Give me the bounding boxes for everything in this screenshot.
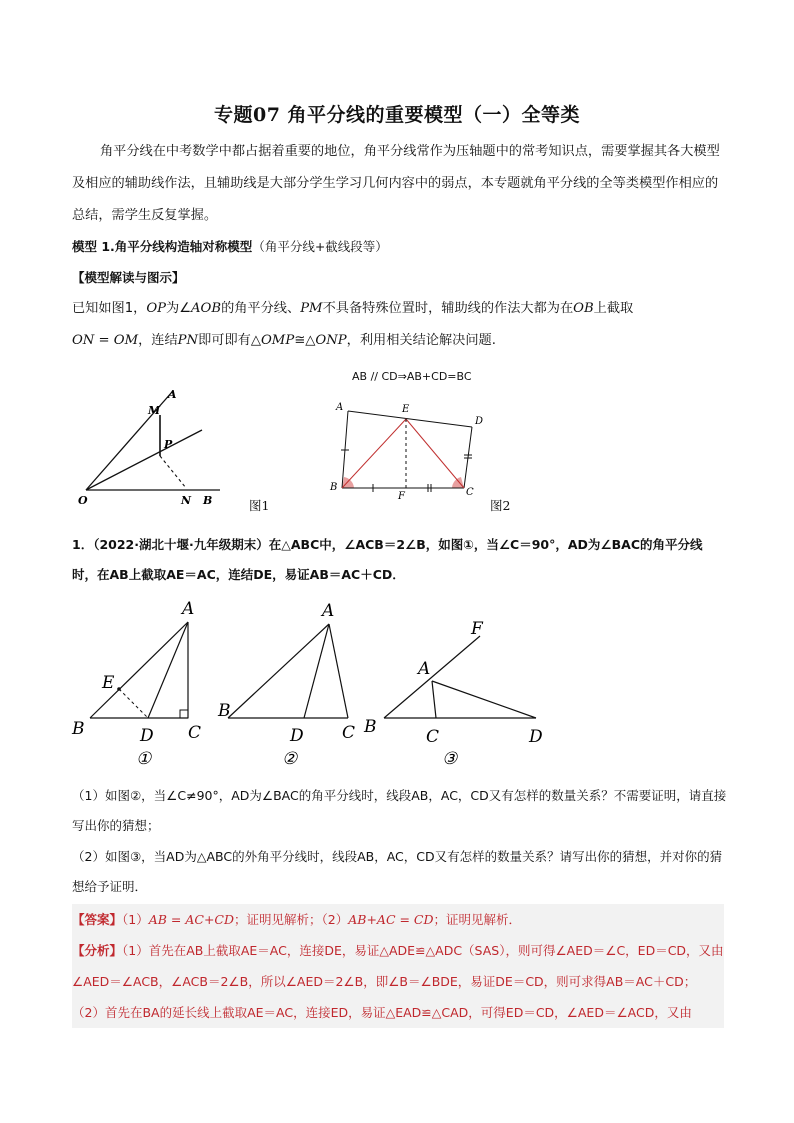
fig1-label-b: B (203, 494, 213, 507)
figure-1-caption: 图1 (249, 498, 270, 513)
desc-math: OB (573, 301, 594, 316)
figure-2 (318, 392, 498, 512)
desc-math: ONP (315, 333, 347, 348)
desc-math: AOB (191, 301, 222, 316)
model1-subtitle: （角平分线+截线段等） (252, 239, 388, 254)
t2-label-d: D (290, 726, 304, 746)
t1-label-d: D (140, 726, 154, 746)
t3-label-b: B (364, 717, 377, 737)
figure-2-caption: 图2 (490, 498, 511, 513)
desc-text: 不具备特殊位置时，辅助线的作法大都为在 (322, 301, 574, 316)
problem-number: 1． (72, 537, 94, 552)
model1-heading-line (72, 231, 727, 263)
desc-math: PN (177, 333, 199, 348)
t2-label-b: B (218, 701, 231, 721)
answer-line (72, 904, 727, 935)
problem-source: （2022·湖北十堰·九年级期末） (93, 537, 269, 552)
answer-text: ；证明见解析；（2） (234, 912, 349, 927)
t3-number: ③ (442, 749, 458, 769)
analysis-text-2: （2）首先在BA的延长线上截取AE＝AC，连接ED，易证△EAD≌△CAD，可得ED＝CD，∠AED＝∠ACD，又由 (72, 1005, 692, 1020)
answer-label: 【答案】 (72, 912, 123, 927)
desc-math: PM (300, 301, 323, 316)
t3-label-d: D (529, 727, 543, 747)
question-2: （2）如图③，当AD为△ABC的外角平分线时，线段AB，AC，CD又有怎样的数量关系？请写出你的猜想，并对你的猜想给予证明． (72, 849, 723, 894)
analysis-label: 【分析】 (72, 943, 123, 958)
t2-label-a: A (322, 601, 335, 621)
problem-text: 在△ABC中，∠ACB＝2∠B，如图①，当∠C＝90°，AD为∠BAC的角平分线时，在AB上截取AE＝AC，连结DE，易证AB＝AC＋CD． (72, 537, 703, 582)
fig2-label-c: C (466, 487, 474, 498)
fig2-label-d: D (475, 416, 484, 427)
t1-label-b: B (72, 719, 85, 739)
fig1-label-p: P (164, 438, 173, 451)
desc-text: 的角平分线、 (221, 301, 301, 316)
t3-label-c: C (426, 727, 440, 747)
analysis-paragraph (72, 935, 727, 1028)
t1-label-a: A (182, 599, 195, 619)
fig1-label-m: M (148, 404, 161, 417)
t1-label-c: C (188, 723, 202, 743)
fig2-label-e: E (402, 404, 410, 415)
fig2-label-f: F (398, 491, 405, 502)
problem-1 (72, 530, 727, 590)
answer-text: ；证明见解析． (433, 912, 522, 927)
answer-text: （1） (122, 912, 149, 927)
desc-text: 上截取 (593, 301, 634, 316)
t2-label-c: C (342, 723, 356, 743)
t1-label-e: E (102, 673, 115, 693)
figure-2-header: AB // CD⇒AB+CD=BC (352, 370, 472, 383)
desc-math: OMP (261, 333, 295, 348)
analysis-text: （1）首先在AB上截取AE＝AC，连接DE，易证△ADE≌△ADC（SAS），则可得∠AED＝∠C，ED＝CD，又由∠AED＝∠ACB，∠ACB＝2∠B，所以∠AED＝2∠B，即∠B＝∠BDE，易证DE＝CD，则可求得AB＝AC＋CD； (72, 943, 724, 989)
desc-text: ≅△ (294, 333, 316, 348)
t3-label-a: A (418, 659, 431, 679)
answer-math: AB+AC = CD (348, 912, 434, 927)
fig2-label-b: B (330, 482, 338, 493)
desc-text: 为∠ (166, 301, 192, 316)
desc-text: ，利用相关结论解决问题. (346, 333, 496, 348)
model1-description (72, 293, 727, 357)
intro-paragraph: 角平分线在中考数学中都占据着重要的地位，角平分线常作为压轴题中的常考知识点，需要掌握其各大模型及相应的辅助线作法，且辅助线是大部分学生学习几何内容中的弱点，本专题就角平分线的全等类模型作相应的总结，需学生反复掌握。 (72, 144, 720, 223)
t3-label-f: F (471, 619, 483, 639)
answer-math: AB = AC+CD (148, 912, 235, 927)
triangles-figure (66, 596, 566, 771)
fig1-label-a: A (168, 388, 177, 401)
t1-number: ① (136, 749, 152, 769)
model-section-heading: 【模型解读与图示】 (72, 270, 185, 285)
page-title: 专题07 角平分线的重要模型（一）全等类 (213, 104, 581, 126)
desc-text: 即可即有△ (198, 333, 261, 348)
fig2-label-a: A (336, 402, 344, 413)
desc-text: 已知如图1， (72, 301, 147, 316)
question-1: （1）如图②，当∠C≠90°，AD为∠BAC的角平分线时，线段AB，AC，CD又有怎样的数量关系？不需要证明，请直接写出你的猜想； (72, 788, 727, 833)
desc-math: ON = OM (72, 333, 139, 348)
t2-number: ② (282, 749, 298, 769)
fig1-label-o: O (78, 494, 88, 507)
model1-heading: 模型 1.角平分线构造轴对称模型 (72, 239, 253, 254)
desc-text: ，连结 (138, 333, 178, 348)
fig1-label-n: N (181, 494, 192, 507)
desc-math: OP (146, 301, 167, 316)
